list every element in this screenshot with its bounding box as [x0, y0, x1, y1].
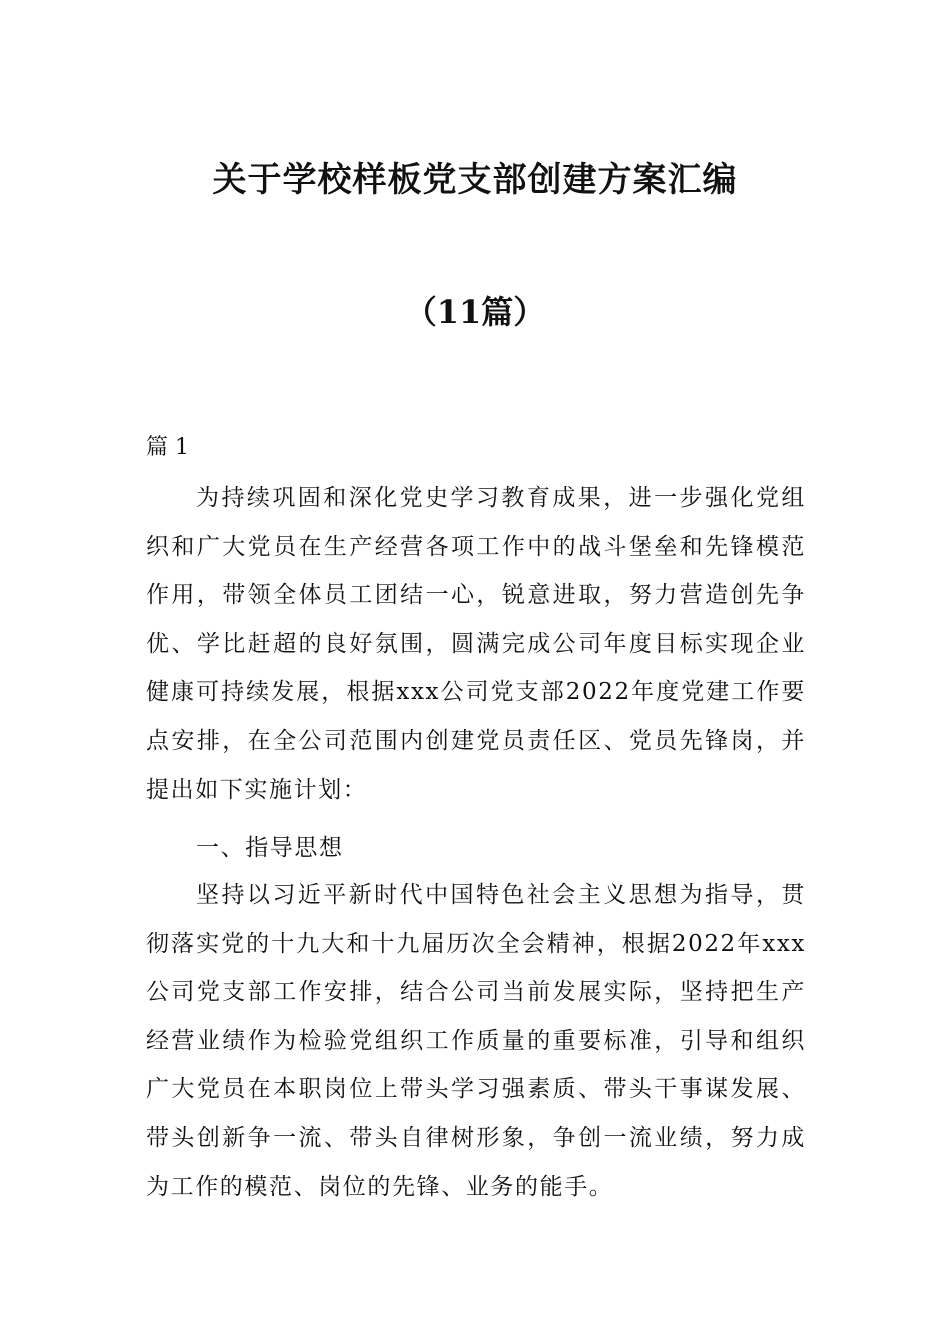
section-label: 篇 1 — [146, 435, 189, 460]
paragraph-guiding-ideology: 坚持以习近平新时代中国特色社会主义思想为指导，贯彻落实党的十九大和十九届历次全会精神，根据2022年xxx公司党支部工作安排，结合公司当前发展实际，坚持把生产经营业绩作为检验党组织工作质量的重要标准，引导和组织广大党员在本职岗位上带头学习强素质、带头干事谋发展、带头创新争一流、带头自律树形象，争创一流业绩，努力成为工作的模范、岗位的先锋、业务的能手。 — [146, 882, 806, 1200]
document-title: 关于学校样板党支部创建方案汇编 — [212, 160, 738, 200]
document-subtitle: （11篇） — [404, 293, 546, 331]
paragraph-intro: 为持续巩固和深化党史学习教育成果，进一步强化党组织和广大党员在生产经营各项工作中的战斗堡垒和先锋模范作用，带领全体员工团结一心，锐意进取，努力营造创先争优、学比赶超的良好氛围，圆满完成公司年度目标实现企业健康可持续发展，根据xxx公司党支部2022年度党建工作要点安排，在全公司范围内创建党员责任区、党员先锋岗，并提出如下实施计划： — [146, 485, 806, 803]
section-heading-guiding-ideology: 一、指导思想 — [196, 835, 344, 861]
